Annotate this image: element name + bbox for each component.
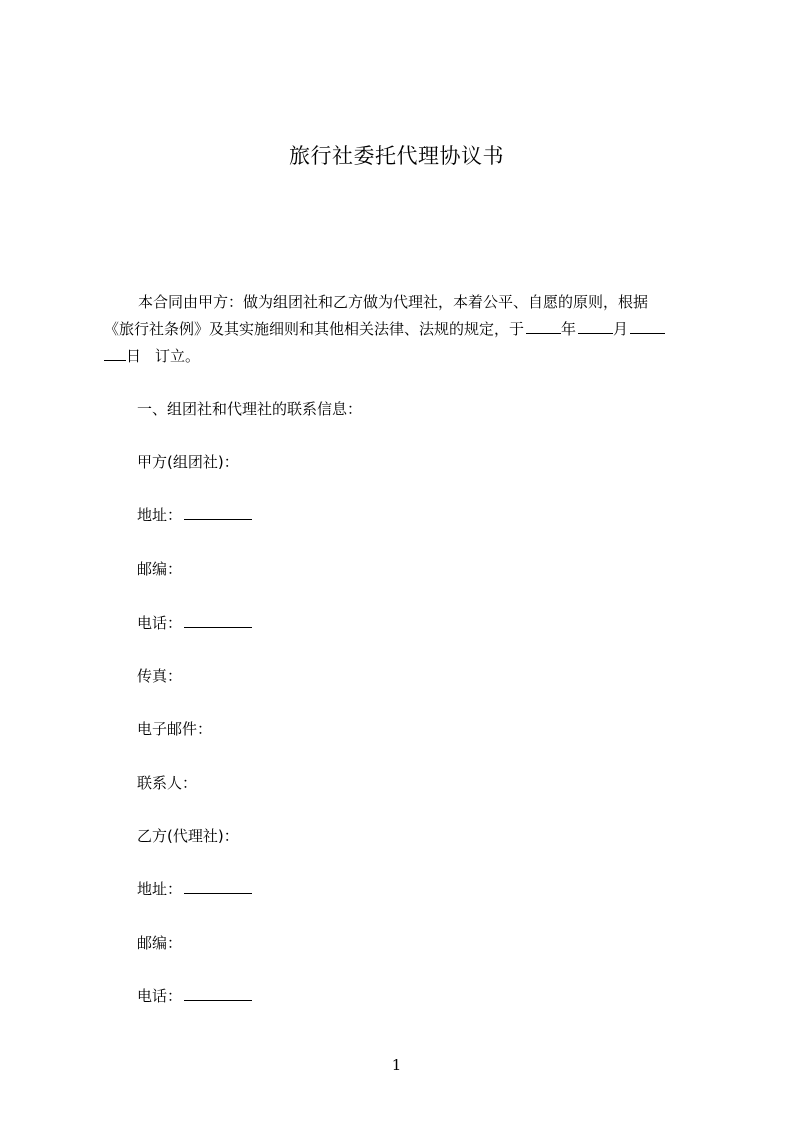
party-a-phone: [137, 612, 252, 634]
party-a-phone-blank: [184, 613, 252, 628]
party-b-label: 乙方(代理社)：: [137, 827, 239, 845]
document-title: 旅行社委托代理协议书: [289, 144, 504, 168]
party-a-address-label: 地址：: [137, 506, 183, 524]
month-blank: [578, 319, 613, 334]
party-b-phone-blank: [184, 986, 252, 1001]
month-label: 月: [613, 320, 629, 338]
day-blank-part1: [630, 319, 665, 334]
intro-line-2: [104, 316, 698, 343]
party-b-address-blank: [184, 879, 252, 894]
party-a-label: 甲方(组团社)：: [137, 453, 239, 471]
party-a-contact: 联系人：: [137, 774, 198, 792]
party-a-phone-label: 电话：: [137, 614, 183, 632]
intro-line-2-text: 《旅行社条例》及其实施细则和其他相关法律、法规的规定，于: [104, 320, 525, 338]
day-label: 日: [126, 347, 142, 365]
intro-line-1: 本合同由甲方：做为组团社和乙方做为代理社，本着公平、自愿的原则，根据: [138, 293, 649, 311]
party-a-address-blank: [184, 505, 252, 520]
section-1-heading: 一、组团社和代理社的联系信息：: [137, 400, 363, 418]
signing-text: 订立。: [155, 347, 201, 365]
page-number: 1: [391, 1056, 402, 1074]
party-b-phone-label: 电话：: [137, 987, 183, 1005]
year-label: 年: [561, 320, 577, 338]
party-a-address: [137, 504, 252, 526]
intro-line-3: [104, 343, 698, 370]
party-b-address: [137, 878, 252, 900]
party-b-postcode: 邮编：: [137, 934, 183, 952]
party-a-postcode: 邮编：: [137, 560, 183, 578]
intro-paragraph: [104, 289, 698, 370]
party-a-email: 电子邮件：: [137, 720, 213, 738]
year-blank: [526, 319, 561, 334]
party-b-address-label: 地址：: [137, 880, 183, 898]
party-a-fax: 传真：: [137, 667, 183, 685]
party-b-phone: [137, 985, 252, 1007]
day-blank-part2: [104, 346, 126, 361]
